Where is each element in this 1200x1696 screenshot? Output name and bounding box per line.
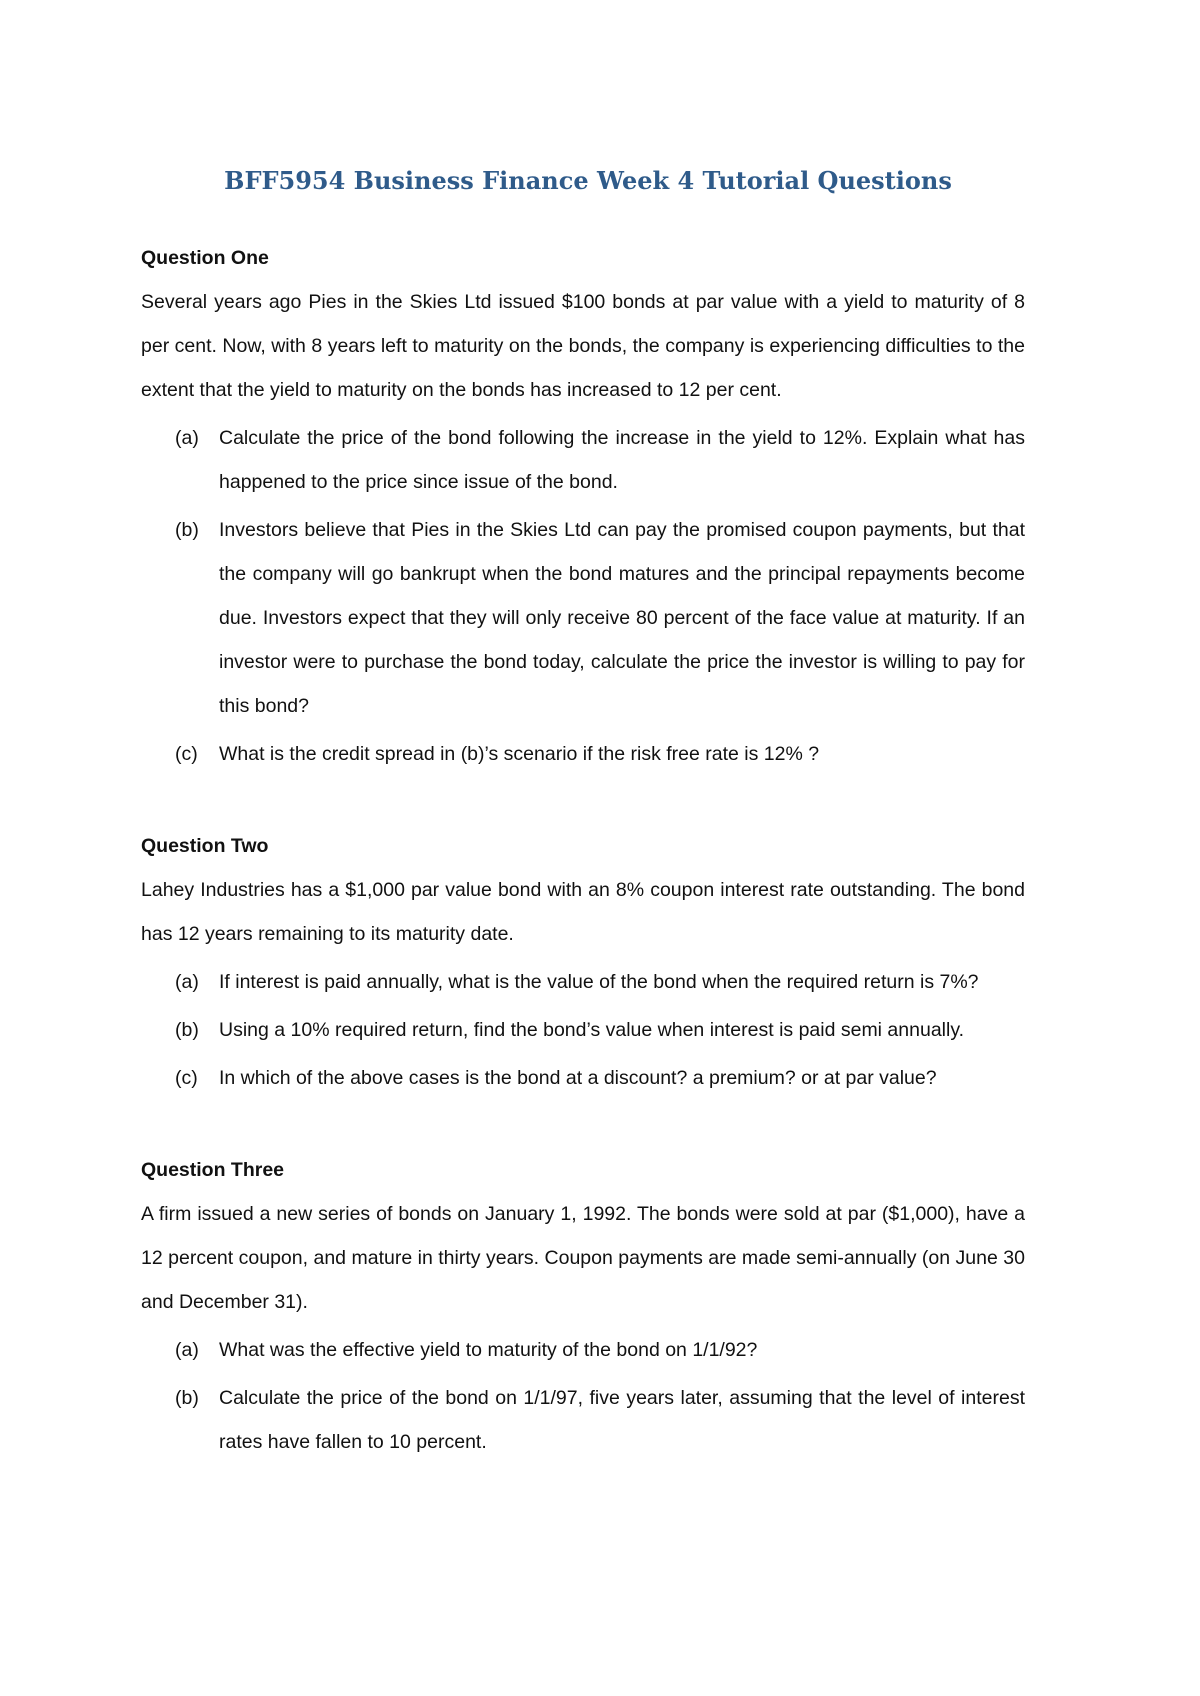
- question-three-parts: [141, 1328, 1025, 1464]
- question-one-body: Several years ago Pies in the Skies Ltd issued $100 bonds at par value with a yield to maturity of 8 per cent. Now, with 8 years left to maturity on the bonds, the company is experiencing difficulties to the extent that the yield to maturity on the bonds has increased to 12 per cent.: [141, 291, 1025, 401]
- part-text: Calculate the price of the bond on 1/1/97, five years later, assuming that the level of interest rates have fallen to 10 percent.: [219, 1387, 1025, 1453]
- document-content: [141, 236, 1025, 1468]
- question-two-section: [141, 824, 1025, 1100]
- question-three-part-a: [141, 1328, 1025, 1372]
- part-marker: (b): [175, 1387, 199, 1409]
- question-two-parts: [141, 960, 1025, 1100]
- question-three-body: A firm issued a new series of bonds on January 1, 1992. The bonds were sold at par ($1,000), have a 12 percent coupon, and mature in thirty years. Coupon payments are made semi-annually (on June 30 and December 31).: [141, 1203, 1025, 1313]
- question-three-part-b: [141, 1376, 1025, 1464]
- part-text: What was the effective yield to maturity of the bond on 1/1/92?: [219, 1339, 758, 1361]
- question-one-part-a: [141, 416, 1025, 504]
- question-one-part-b: [141, 508, 1025, 728]
- part-text: Calculate the price of the bond following the increase in the yield to 12%. Explain what has happened to the price since issue of the bond.: [219, 427, 1025, 493]
- part-text: In which of the above cases is the bond at a discount? a premium? or at par value?: [219, 1067, 937, 1089]
- question-two-body: Lahey Industries has a $1,000 par value bond with an 8% coupon interest rate outstanding. The bond has 12 years remaining to its maturity date.: [141, 879, 1025, 945]
- part-marker: (c): [175, 743, 198, 765]
- question-one-heading: Question One: [141, 247, 269, 269]
- section-spacer: [141, 1104, 1025, 1148]
- question-three-section: [141, 1148, 1025, 1464]
- part-marker: (a): [175, 1339, 199, 1361]
- part-text: Investors believe that Pies in the Skies Ltd can pay the promised coupon payments, but that the company will go bankrupt when the bond matures and the principal repayments become due. Investors expect that they will only receive 80 percent of the face value at maturity. If an investor were to purchase the bond today, calculate the price the investor is willing to pay for this bond?: [219, 519, 1025, 717]
- question-two-heading: Question Two: [141, 835, 269, 857]
- question-two-part-a: [141, 960, 1025, 1004]
- document-title: BFF5954 Business Finance Week 4 Tutorial Questions: [224, 166, 952, 195]
- question-two-part-b: [141, 1008, 1025, 1052]
- part-marker: (b): [175, 1019, 199, 1041]
- part-marker: (a): [175, 971, 199, 993]
- part-text: If interest is paid annually, what is the value of the bond when the required return is 7%?: [219, 971, 979, 993]
- part-marker: (b): [175, 519, 199, 541]
- part-marker: (c): [175, 1067, 198, 1089]
- question-one-parts: [141, 416, 1025, 776]
- question-three-heading: Question Three: [141, 1159, 285, 1181]
- question-two-part-c: [141, 1056, 1025, 1100]
- question-one-section: [141, 236, 1025, 776]
- section-spacer: [141, 780, 1025, 824]
- part-marker: (a): [175, 427, 199, 449]
- part-text: Using a 10% required return, find the bond’s value when interest is paid semi annually.: [219, 1019, 965, 1041]
- part-text: What is the credit spread in (b)’s scenario if the risk free rate is 12% ?: [219, 743, 820, 765]
- question-one-part-c: [141, 732, 1025, 776]
